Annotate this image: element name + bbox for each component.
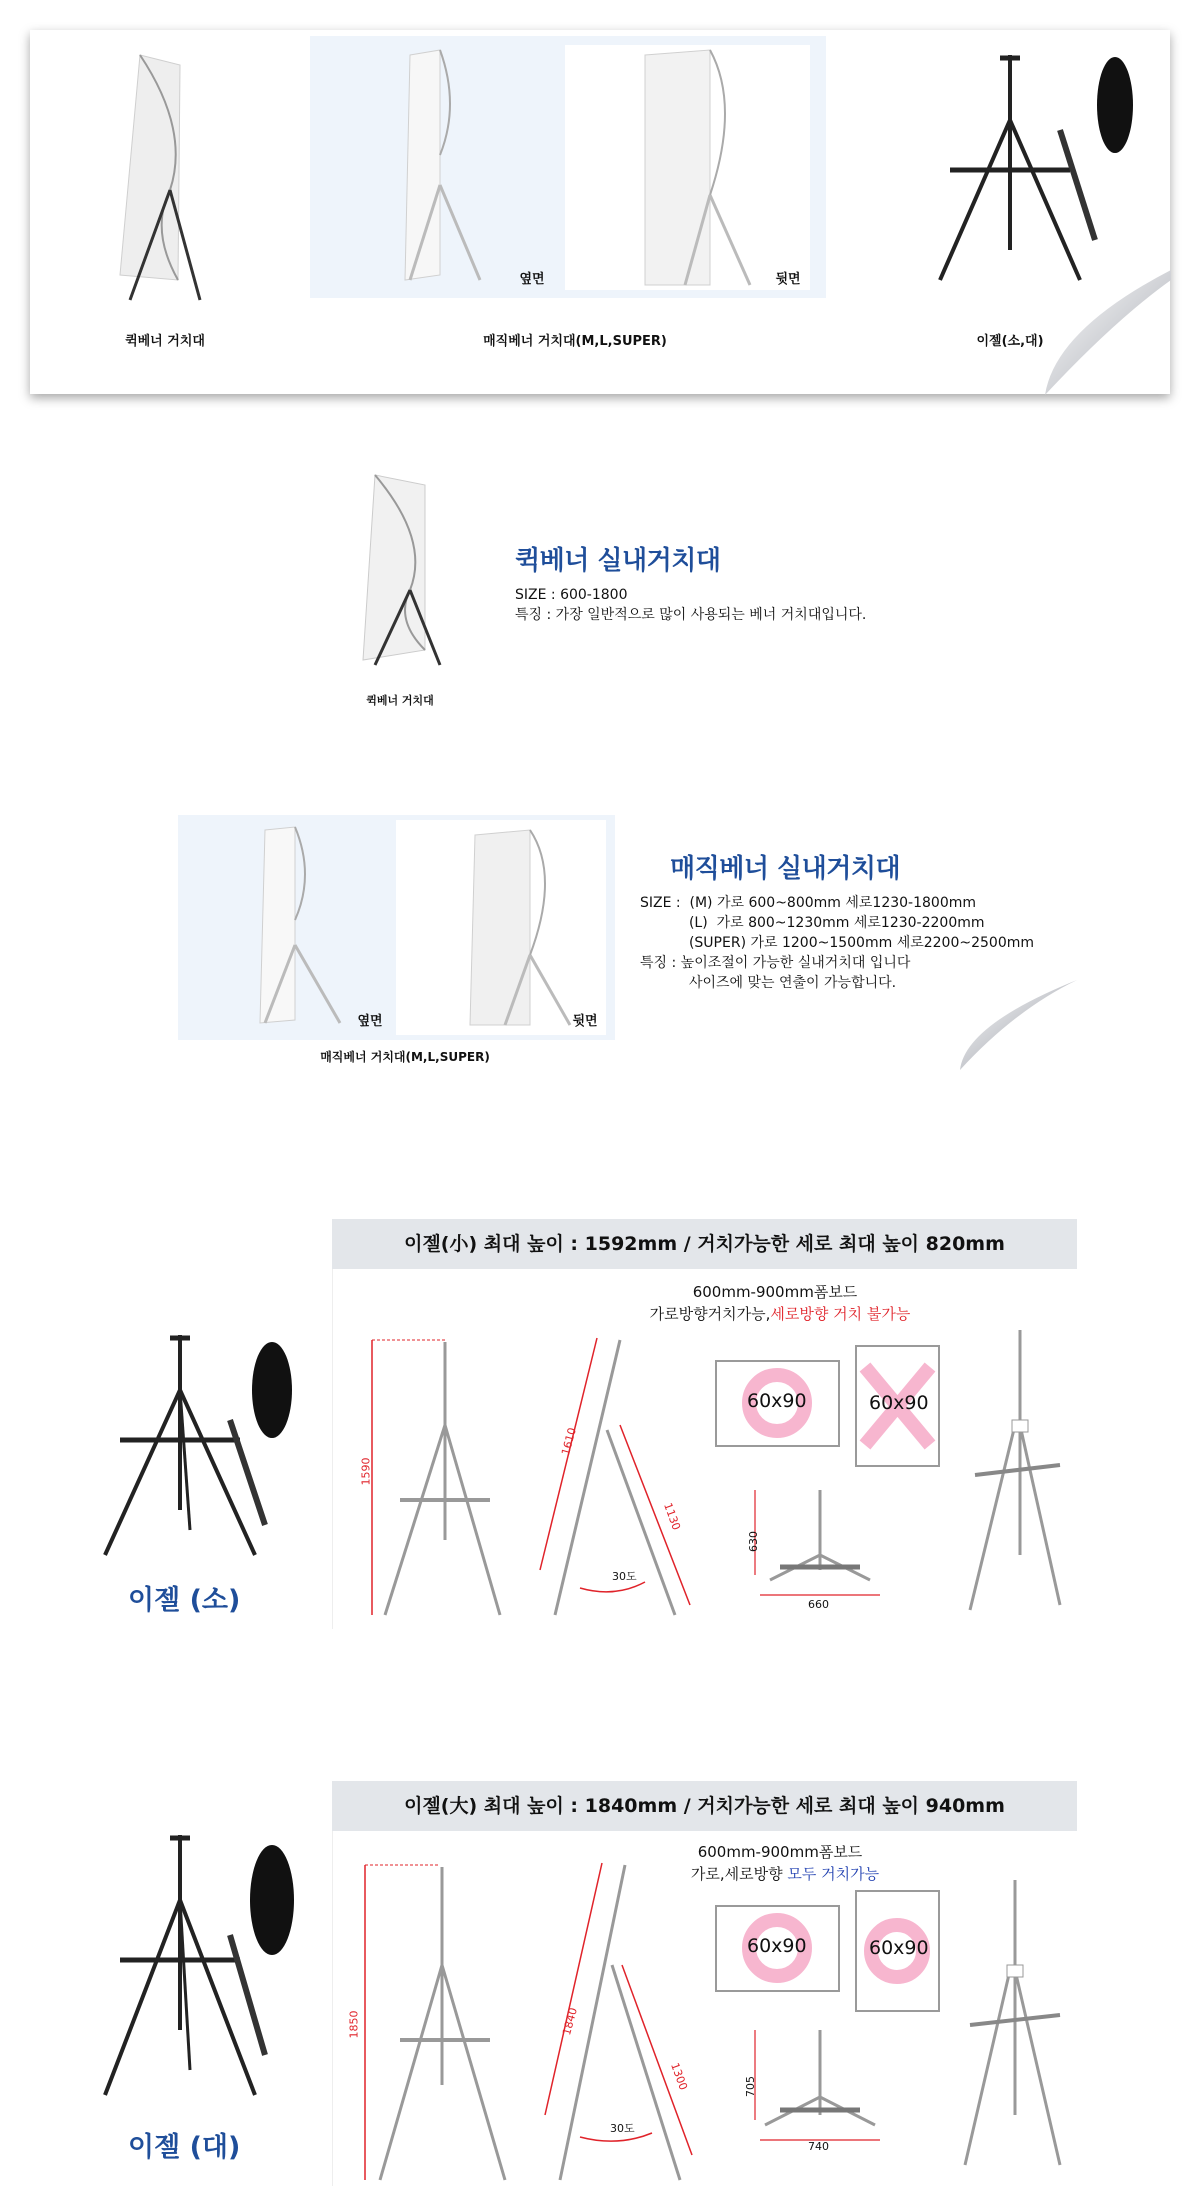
easel-small-name: 이젤 (소) <box>128 1585 241 1616</box>
easel-large-dim-height: 1850 <box>347 2010 361 2039</box>
magic-image-label: 매직베너 거치대(M,L,SUPER) <box>320 1050 490 1064</box>
easel-large-board2-label: 60x90 <box>869 1937 929 1959</box>
easel-small-note-b: 세로방향 거치 불가능 <box>770 1305 911 1323</box>
page-curl <box>1025 270 1175 400</box>
easel-small-note-line1: 600mm-900mm폼보드 <box>692 1283 858 1301</box>
easel-small-3d-diagram <box>960 1325 1070 1615</box>
easel-large-photo <box>95 1830 315 2100</box>
easel-small-dim-angle: 30도 <box>612 1570 637 1583</box>
easel-large-3d-diagram <box>955 1875 1070 2175</box>
magic-side-label: 옆면 <box>357 1014 383 1029</box>
easel-small-photo <box>95 1330 315 1560</box>
easel-large-dim-leg: 1840 <box>560 2006 580 2037</box>
easel-small-base-diagram <box>740 1485 920 1615</box>
easel-large-header: 이젤(大) 최대 높이 : 1840mm / 거치가능한 세로 최대 높이 940mm <box>332 1781 1077 1831</box>
easel-large-note-a: 가로,세로방향 <box>690 1865 788 1883</box>
easel-large-board-portrait <box>855 1890 940 2012</box>
easel-large-note-line1: 600mm-900mm폼보드 <box>697 1843 863 1861</box>
easel-large-dim-base-h: 705 <box>744 2076 757 2097</box>
easel-large-dim-angle: 30도 <box>610 2122 635 2135</box>
easel-small-board-landscape <box>715 1360 840 1447</box>
easel-small-note-line2 <box>620 1304 940 1325</box>
magic-side-photo <box>240 825 350 1025</box>
easel-small-dim-base-w: 660 <box>808 1598 829 1611</box>
easel-large-height-diagram <box>360 1855 510 2185</box>
magic-spec: SIZE : (M) 가로 600~800mm 세로1230-1800mm (L) 가로 800~1230mm 세로1230-2200mm (SUPER) 가로 1200~1500mm 세로2200~2500mm 특징 : 높이조절이 가능한 실내거치대 입니다 사이즈에 맞는 연출이 가능합니다. <box>640 895 1034 991</box>
quick-spec: SIZE : 600-1800 특징 : 가장 일반적으로 많이 사용되는 베너 거치대입니다. <box>515 587 867 623</box>
magic-banner-back-image <box>630 45 760 290</box>
easel-large-dim-leg2: 1300 <box>668 2061 690 2092</box>
quick-image-label: 퀵베너 거치대 <box>366 694 434 707</box>
easel-small-height-diagram <box>360 1330 510 1620</box>
quick-title: 퀵베너 실내거치대 <box>515 546 721 576</box>
magic-banner-side-image <box>390 45 500 285</box>
top-side-label: 옆면 <box>519 272 545 287</box>
easel-small-dim-height: 1590 <box>359 1457 373 1486</box>
top-easel-label: 이젤(소,대) <box>976 334 1044 349</box>
easel-large-board-landscape <box>715 1905 840 1992</box>
top-easel-image <box>920 50 1140 290</box>
easel-small-dim-leg2: 1130 <box>661 1501 683 1532</box>
magic-title: 매직베너 실내거치대 <box>670 854 901 884</box>
easel-small-dim-leg: 1610 <box>559 1426 579 1457</box>
quick-banner-photo <box>355 470 445 670</box>
top-magic-banner-label: 매직베너 거치대(M,L,SUPER) <box>483 334 667 349</box>
easel-large-note-line2 <box>640 1864 930 1885</box>
easel-small-board-portrait <box>855 1345 940 1467</box>
easel-small-dim-base-h: 630 <box>747 1531 760 1552</box>
quick-banner-image <box>110 50 220 310</box>
magic-back-photo <box>460 825 580 1030</box>
easel-small-board1-label: 60x90 <box>747 1390 807 1412</box>
easel-small-board2-label: 60x90 <box>869 1392 929 1414</box>
page-curl-2 <box>955 975 1080 1075</box>
easel-large-base-diagram <box>740 2025 920 2165</box>
top-quick-banner-label: 퀵베너 거치대 <box>125 334 205 349</box>
easel-small-header: 이젤(小) 최대 높이 : 1592mm / 거치가능한 세로 최대 높이 820mm <box>332 1219 1077 1269</box>
easel-large-note-b: 모두 거치가능 <box>787 1865 880 1883</box>
easel-large-board1-label: 60x90 <box>747 1935 807 1957</box>
easel-large-dim-base-w: 740 <box>808 2140 829 2153</box>
top-back-label: 뒷면 <box>775 272 801 287</box>
easel-large-name: 이젤 (대) <box>128 2132 241 2163</box>
easel-small-note-a: 가로방향거치가능, <box>649 1305 771 1323</box>
magic-back-label: 뒷면 <box>572 1014 598 1029</box>
